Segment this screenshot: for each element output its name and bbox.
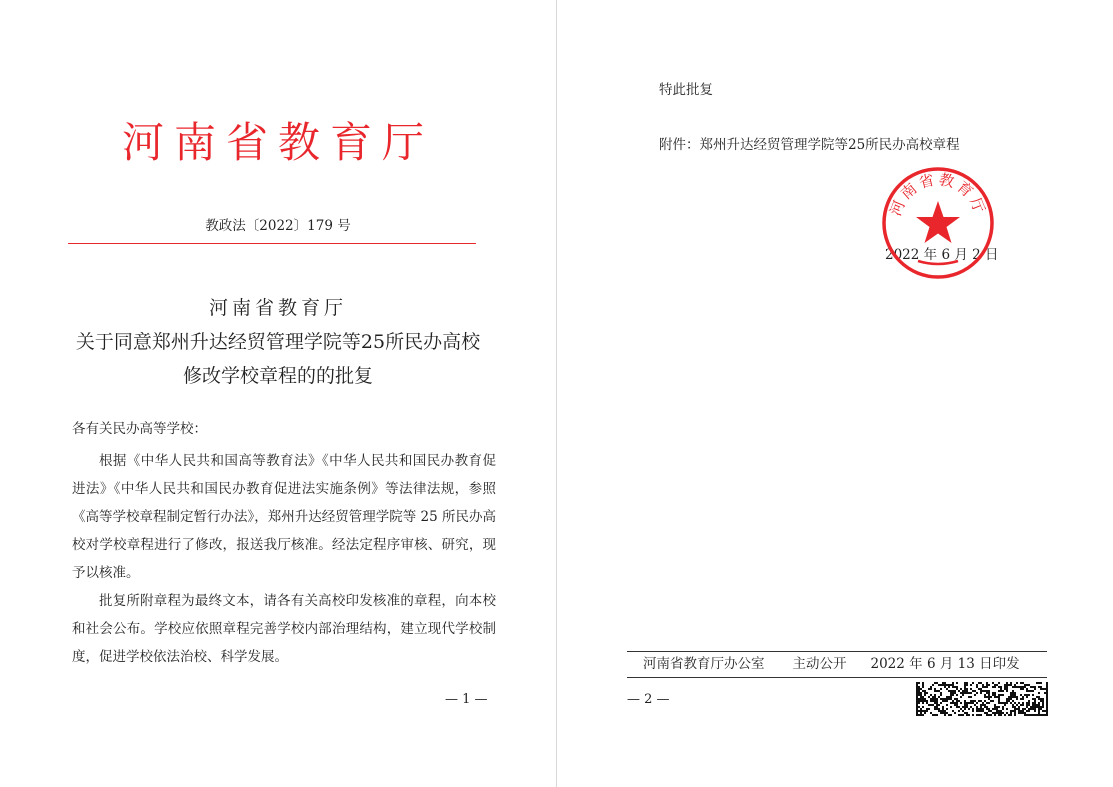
seal-text: 河南省教育厅 [886, 170, 990, 219]
attachment-line: 附件：郑州升达经贸管理学院等25所民办高校章程 [659, 137, 960, 153]
page-number: — 2 — [627, 692, 670, 707]
page-number: — 1 — [445, 692, 488, 707]
document-number: 教政法〔2022〕179 号 [205, 218, 351, 234]
masthead: 河南省教育厅 [121, 118, 434, 167]
title-line-1: 河南省教育厅 [208, 297, 347, 319]
title-line-2: 关于同意郑州升达经贸管理学院等25所民办高校 [75, 331, 481, 353]
footer-top-line [627, 651, 1047, 652]
issue-date: 2022 年 6 月 2 日 [885, 247, 999, 263]
barcode-icon [916, 682, 1048, 716]
footer-bottom-line [627, 677, 1047, 678]
paragraph-2: 批复所附章程为最终文本，请各有关高校印发核准的章程，向本校和社会公布。学校应依照章程完善学校内部治理结构，建立现代学校制度，促进学校依法治校、科学发展。 [72, 593, 496, 665]
footer-disclosure: 主动公开 [792, 656, 847, 672]
official-seal-icon [880, 165, 996, 281]
footer-office: 河南省教育厅办公室 [643, 656, 765, 672]
footer-record [627, 654, 1047, 674]
footer-print-date: 2022 年 6 月 13 日印发 [870, 656, 1020, 672]
title-line-3: 修改学校章程的的批复 [182, 365, 373, 387]
salutation: 各有关民办高等学校： [72, 421, 207, 437]
red-separator-line [68, 243, 476, 244]
body-text [72, 447, 496, 671]
page-one [0, 0, 556, 787]
paragraph-1: 根据《中华人民共和国高等教育法》《中华人民共和国民办教育促进法》《中华人民共和国民办教育促进法实施条例》等法律法规，参照《高等学校章程制定暂行办法》，郑州升达经贸管理学院等 25 所民办高校对学校章程进行了修改，报送我厅核准。经法定程序审核、研究，现予以核准。 [72, 453, 497, 581]
closing-phrase: 特此批复 [659, 82, 713, 98]
